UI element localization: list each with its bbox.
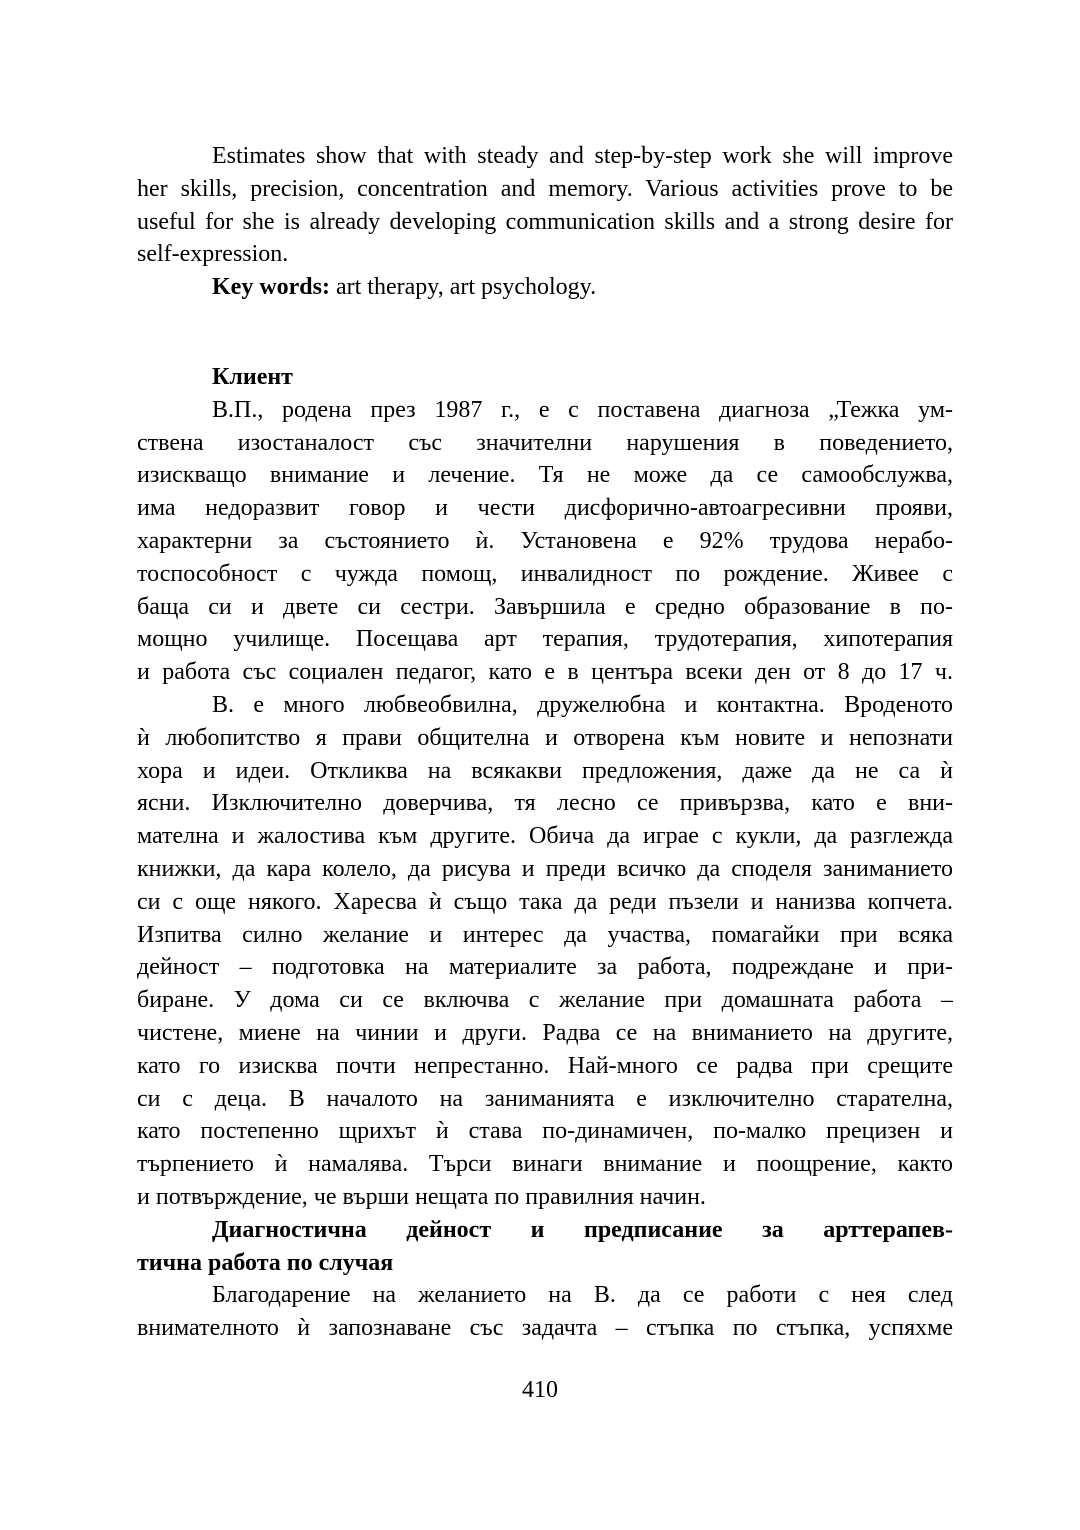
section-heading-client: Клиент: [212, 363, 293, 390]
text-line: ясни. Изключително доверчива, тя лесно се привързва, като е вни-: [137, 790, 953, 817]
text-line: useful for she is already developing communication skills and a strong desire for: [137, 208, 953, 235]
text-line: книжки, да кара колело, да рисува и преди всичко да споделя заниманието: [137, 855, 953, 882]
text-line: си с деца. В началото на заниманията е изключително старателна,: [137, 1085, 953, 1112]
text-line: дейност – подготовка на материалите за работа, подреждане и при-: [137, 954, 953, 981]
text-line: тоспособност с чужда помощ, инвалидност по рождение. Живее с: [137, 560, 953, 587]
text-line: her skills, precision, concentration and memory. Various activities prove to be: [137, 175, 953, 202]
text-line: си с още някого. Харесва ѝ също така да реди пъзели и нанизва копчета.: [137, 888, 953, 915]
document-body: [137, 140, 953, 1345]
keywords-line: [137, 271, 953, 304]
heading-line: Диагностична дейност и предписание за арттерапев-: [212, 1216, 953, 1243]
text-line: биране. У дома си се включва с желание при домашната работа –: [137, 987, 953, 1014]
text-line: мателна и жалостива към другите. Обича да играе с кукли, да разглежда: [137, 823, 953, 850]
text-line: и потвърждение, че върши нещата по правилния начин.: [137, 1183, 706, 1210]
text-line: търпението ѝ намалява. Търси винаги внимание и поощрение, както: [137, 1151, 953, 1178]
text-line: self-expression.: [137, 241, 289, 268]
text-line: като постепенно щрихът ѝ става по-динамичен, по-малко прецизен и: [137, 1118, 953, 1145]
text-line: В. е много любвеобвилна, дружелюбна и контактна. Вроденото: [212, 691, 953, 718]
page-number: 410: [522, 1377, 558, 1403]
text-line: изискващо внимание и лечение. Тя не може да се самообслужва,: [137, 462, 953, 489]
text-line: като го изисква почти непрестанно. Най-много се радва при срещите: [137, 1052, 953, 1079]
keywords-label: Key words:: [212, 274, 330, 301]
client-character-paragraph: [137, 689, 953, 1214]
text-line: чистене, миене на чинии и други. Радва се на вниманието на другите,: [137, 1019, 953, 1046]
client-description-paragraph: [137, 394, 953, 689]
text-line: баща си и двете си сестри. Завършила е средно образование в по-: [137, 593, 953, 620]
abstract-paragraph: [137, 140, 953, 271]
section-heading-diagnostics: [137, 1214, 953, 1280]
text-line: хора и идеи. Откликва на всякакви предложения, даже да не са ѝ: [137, 757, 953, 784]
text-line: ствена изостаналост със значителни нарушения в поведението,: [137, 429, 953, 456]
text-line: характерни за състоянието ѝ. Установена е 92% трудова нерабо-: [137, 527, 953, 554]
heading-line: тична работа по случая: [137, 1249, 394, 1276]
text-line: Изпитва силно желание и интерес да участва, помагайки при всяка: [137, 921, 953, 948]
diagnostics-paragraph: [137, 1279, 953, 1345]
text-line: ѝ любопитство я прави общителна и отворена към новите и непознати: [137, 724, 953, 751]
text-line: мощно училище. Посещава арт терапия, трудотерапия, хипотерапия: [137, 626, 953, 653]
text-line: Благодарение на желанието на В. да се работи с нея след: [212, 1282, 953, 1309]
keywords-text: art therapy, art psychology.: [329, 274, 597, 301]
text-line: внимателното ѝ запознаване със задачта – стъпка по стъпка, успяхме: [137, 1315, 953, 1342]
text-line: В.П., родена през 1987 г., е с поставена диагноза „Тежка ум-: [212, 396, 953, 423]
text-line: Estimates show that with steady and step-by-step work she will improve: [212, 143, 953, 169]
text-line: и работа със социален педагог, като е в центъра всеки ден от 8 до 17 ч.: [137, 659, 953, 686]
text-line: има недоразвит говор и чести дисфорично-автоагресивни прояви,: [137, 495, 953, 522]
